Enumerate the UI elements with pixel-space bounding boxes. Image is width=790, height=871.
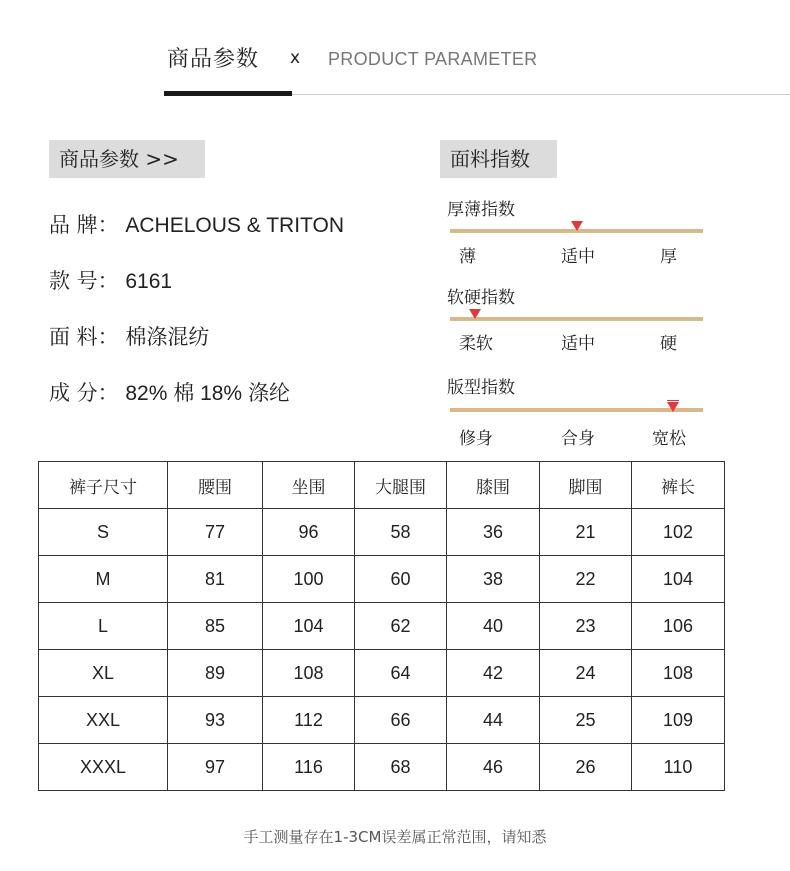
model-row [49, 265, 172, 295]
fabric-index-tag: 面料指数 [440, 140, 557, 178]
softness-label-low: 柔软 [459, 334, 493, 354]
table-row [39, 697, 725, 744]
softness-marker-icon [469, 309, 481, 319]
thickness-index-title: 厚薄指数 [447, 200, 515, 220]
table-cell: 44 [447, 697, 540, 744]
column-header: 脚围 [540, 462, 632, 509]
table-cell: 60 [355, 556, 447, 603]
column-header: 坐围 [263, 462, 355, 509]
table-cell: 108 [263, 650, 355, 697]
table-row [39, 509, 725, 556]
table-cell: 26 [540, 744, 632, 791]
brand-row [49, 209, 344, 239]
softness-index-bar [450, 317, 703, 321]
table-cell: 96 [263, 509, 355, 556]
table-cell: 24 [540, 650, 632, 697]
table-cell: 62 [355, 603, 447, 650]
header-accent-bar [164, 91, 292, 96]
page-subtitle-en: PRODUCT PARAMETER [328, 49, 538, 69]
model-label: 款 号： [49, 269, 119, 293]
table-cell: 104 [263, 603, 355, 650]
thickness-label-mid: 适中 [561, 247, 595, 267]
table-row [39, 744, 725, 791]
table-cell: S [39, 509, 168, 556]
table-cell: 23 [540, 603, 632, 650]
table-cell: XXXL [39, 744, 168, 791]
table-cell: 97 [168, 744, 263, 791]
table-cell: 25 [540, 697, 632, 744]
brand-value: ACHELOUS & TRITON [125, 214, 344, 237]
composition-row [49, 377, 290, 407]
table-row [39, 556, 725, 603]
table-cell: 42 [447, 650, 540, 697]
page-title: 商品参数 [167, 47, 260, 72]
thickness-marker-icon [571, 221, 583, 231]
table-cell: 108 [632, 650, 725, 697]
fit-label-mid: 合身 [561, 429, 595, 449]
thickness-label-high: 厚 [660, 247, 677, 267]
softness-label-high: 硬 [660, 334, 677, 354]
column-header: 膝围 [447, 462, 540, 509]
softness-label-mid: 适中 [561, 334, 595, 354]
brand-label: 品 牌： [49, 213, 119, 237]
fabric-label: 面 料： [49, 325, 119, 349]
fit-marker-line [667, 400, 679, 401]
table-cell: 58 [355, 509, 447, 556]
table-cell: 116 [263, 744, 355, 791]
table-cell: 109 [632, 697, 725, 744]
table-cell: 68 [355, 744, 447, 791]
fit-label-low: 修身 [459, 429, 493, 449]
params-section-tag: 商品参数 >> [49, 140, 205, 178]
table-row [39, 603, 725, 650]
table-cell: 64 [355, 650, 447, 697]
table-cell: 102 [632, 509, 725, 556]
table-cell: 106 [632, 603, 725, 650]
table-cell: M [39, 556, 168, 603]
table-cell: 66 [355, 697, 447, 744]
table-cell: XL [39, 650, 168, 697]
softness-index-title: 软硬指数 [447, 288, 515, 308]
fabric-row [49, 321, 209, 351]
fabric-value: 棉涤混纺 [125, 326, 210, 349]
table-cell: L [39, 603, 168, 650]
table-header-row [39, 462, 725, 509]
fit-index-bar [450, 408, 703, 412]
column-header: 腰围 [168, 462, 263, 509]
table-cell: 36 [447, 509, 540, 556]
table-cell: 85 [168, 603, 263, 650]
title-separator: x [290, 48, 301, 68]
measurement-note: 手工测量存在1-3CM误差属正常范围，请知悉 [243, 828, 547, 846]
table-cell: 89 [168, 650, 263, 697]
table-cell: 77 [168, 509, 263, 556]
table-row [39, 650, 725, 697]
table-cell: 104 [632, 556, 725, 603]
table-cell: 40 [447, 603, 540, 650]
table-cell: 46 [447, 744, 540, 791]
table-cell: 100 [263, 556, 355, 603]
size-table [38, 461, 725, 791]
table-cell: XXL [39, 697, 168, 744]
model-value: 6161 [125, 270, 173, 293]
table-cell: 110 [632, 744, 725, 791]
table-cell: 93 [168, 697, 263, 744]
thickness-label-low: 薄 [459, 247, 476, 267]
column-header: 大腿围 [355, 462, 447, 509]
table-cell: 38 [447, 556, 540, 603]
column-header: 裤长 [632, 462, 725, 509]
fit-label-high: 宽松 [652, 429, 686, 449]
fit-marker-icon [667, 402, 679, 412]
table-cell: 112 [263, 697, 355, 744]
table-cell: 81 [168, 556, 263, 603]
fit-index-title: 版型指数 [447, 378, 515, 398]
table-cell: 22 [540, 556, 632, 603]
composition-value: 82% 棉 18% 涤纶 [125, 382, 290, 405]
column-header: 裤子尺寸 [39, 462, 168, 509]
table-cell: 21 [540, 509, 632, 556]
composition-label: 成 分： [49, 381, 119, 405]
